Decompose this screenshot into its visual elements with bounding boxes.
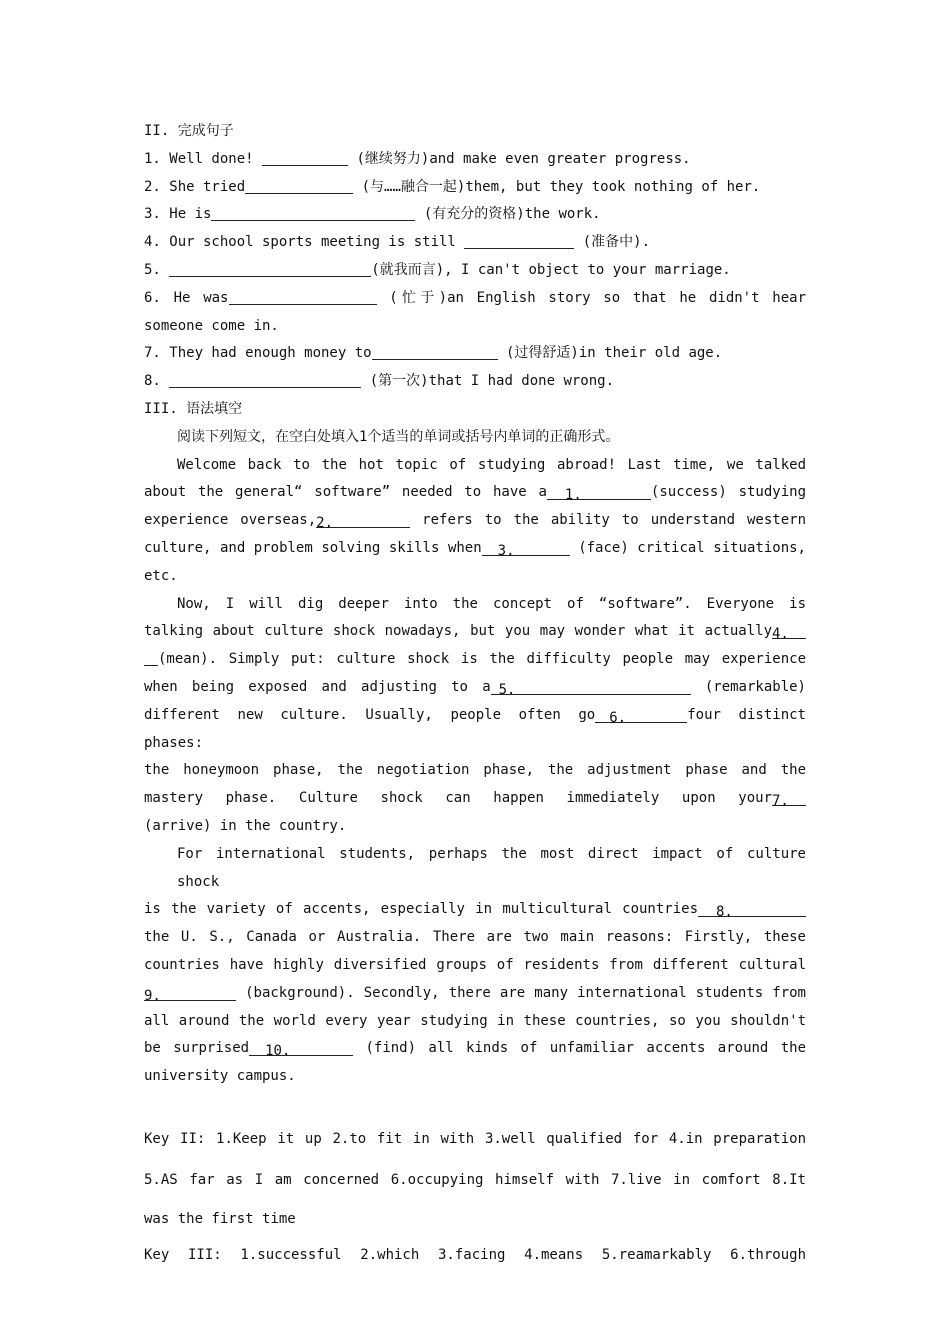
answer-key-3-line-1: Key III: 1.successful 2.which 3.facing 4.means 5.reamarkably 6.through (144, 1246, 806, 1263)
answer-blank-2[interactable] (245, 176, 353, 194)
passage-2-line-8: (arrive) in the country. (144, 817, 347, 834)
passage-1-line-4: culture, and problem solving skills when 3. (face) critical situations, (144, 539, 806, 559)
sentence-4: 4. Our school sports meeting is still (准备中). (144, 229, 806, 257)
grammar-blank-8[interactable]: 8. (698, 899, 806, 917)
answer-blank-5[interactable] (169, 259, 371, 277)
sentence-2: 2. She tried (与……融合一起)them, but they took nothing of her. (144, 174, 806, 202)
spacer (144, 1091, 806, 1119)
sentence-7: 7. They had enough money to (过得舒适)in their old age. (144, 340, 806, 368)
passage-3-line-6: all around the world every year studying in these countries, so you shouldn't (144, 1012, 806, 1029)
passage-3-line-4: countries have highly diversified groups of residents from different cultural (144, 956, 806, 973)
worksheet-page (144, 118, 806, 1273)
answer-blank-7[interactable] (372, 342, 498, 360)
answer-blank-1[interactable] (262, 148, 348, 166)
grammar-blank-6[interactable]: 6. (595, 705, 687, 723)
passage-3-line-5: 9. (background). Secondly, there are many international students from (144, 984, 806, 1004)
grammar-blank-4-cont[interactable] (144, 648, 158, 666)
answer-blank-6[interactable] (229, 287, 377, 305)
grammar-blank-2[interactable]: 2. (316, 510, 410, 528)
answer-key-2-line-1: Key II: 1.Keep it up 2.to fit in with 3.well qualified for 4.in preparation (144, 1130, 806, 1147)
passage-3-line-1: For international students, perhaps the most direct impact of culture shock (177, 845, 806, 890)
passage-3-line-3: the U. S., Canada or Australia. There are two main reasons: Firstly, these (144, 929, 806, 946)
sentence-3: 3. He is (有充分的资格)the work. (144, 201, 806, 229)
passage-3-line-7: be surprised 10. (find) all kinds of unfamiliar accents around the (144, 1040, 807, 1060)
grammar-blank-7[interactable]: 7. (772, 788, 806, 806)
passage-2-line-7: mastery phase. Culture shock can happen immediately upon your7. (144, 785, 806, 813)
passage-2-line-3: (mean). Simply put: culture shock is the difficulty people may experience (144, 646, 806, 674)
grammar-blank-9[interactable]: 9. (144, 983, 236, 1001)
passage-2-line-1: Now, I will dig deeper into the concept of “software”. Everyone is (177, 595, 806, 612)
grammar-blank-5[interactable]: 5. (491, 677, 691, 695)
passage-2-line-5: different new culture. Usually, people often go 6. four distinct phases: (144, 706, 806, 751)
passage-2-line-4: when being exposed and adjusting to a 5. (remarkable) (144, 678, 806, 698)
grammar-blank-1[interactable]: 1. (547, 482, 651, 500)
sentence-8: 8. (第一次)that I had done wrong. (144, 368, 806, 396)
sentence-6-cont: someone come in. (144, 317, 279, 334)
passage-2-line-6: the honeymoon phase, the negotiation phase, the adjustment phase and the (144, 762, 806, 779)
passage-1-line-1: Welcome back to the hot topic of studying abroad! Last time, we talked (177, 456, 806, 473)
answer-key-2-line-3: was the first time (144, 1210, 296, 1227)
passage-1-line-2: about the general“ software” needed to have a 1. (success) studying (144, 484, 806, 504)
sentence-6: 6. He was (忙于)an English story so that he didn't hear (144, 285, 806, 313)
section-3-instruction: 阅读下列短文，在空白处填入1个适当的单词或括号内单词的正确形式。 (177, 428, 620, 445)
answer-blank-3[interactable] (211, 203, 415, 221)
sentence-5: 5. (就我而言), I can't object to your marriage. (144, 257, 806, 285)
answer-blank-8[interactable] (169, 370, 361, 388)
answer-key-2-line-2: 5.AS far as I am concerned 6.occupying himself with 7.live in comfort 8.It (144, 1171, 806, 1188)
passage-2-line-2: talking about culture shock nowadays, but you may wonder what it actually4. (144, 618, 806, 646)
passage-3-line-2: is the variety of accents, especially in multicultural countries 8. (144, 896, 806, 924)
section-3-title: III. 语法填空 (144, 400, 243, 417)
grammar-blank-4[interactable]: 4. (772, 621, 806, 639)
passage-3-line-8: university campus. (144, 1068, 296, 1085)
passage-1-line-5: etc. (144, 567, 178, 584)
passage-1-line-3: experience overseas,2. refers to the ability to understand western (144, 512, 806, 532)
grammar-blank-3[interactable]: 3. (482, 538, 570, 556)
sentence-1: 1. Well done! (继续努力)and make even greater progress. (144, 146, 806, 174)
section-2-title: II. 完成句子 (144, 123, 234, 139)
answer-blank-4[interactable] (464, 231, 574, 249)
grammar-blank-10[interactable]: 10. (249, 1038, 353, 1056)
